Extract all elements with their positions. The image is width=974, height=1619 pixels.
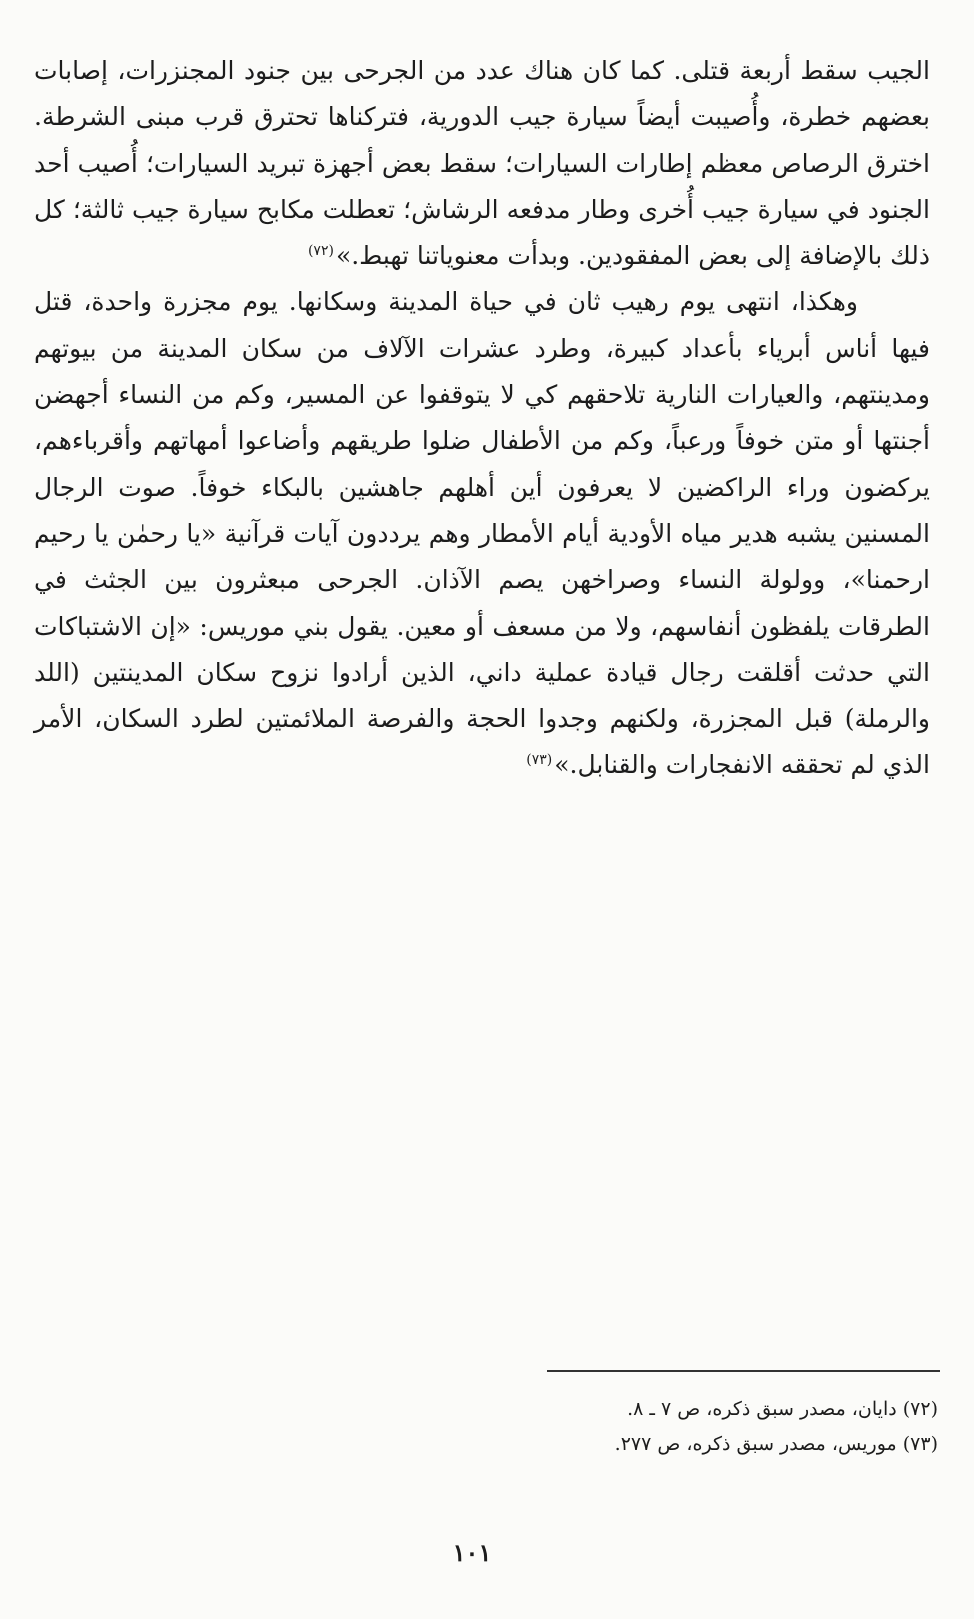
page-number: ١٠١	[452, 1538, 492, 1567]
paragraph-2-text: وهكذا، انتهى يوم رهيب ثان في حياة المدينة وسكانها. يوم مجزرة واحدة، قتل فيها أناس أبرياء بأعداد كبيرة، وطرد عشرات الآلاف من سكان المدينة من بيوتهم ومدينتهم، والعيارات النارية تلاحقهم كي لا يتوقفوا عن المسير، وكم من النساء أجهضن أجنتها أو متن خوفاً ورعباً، وكم من الأطفال ضلوا طريقهم وأضاعوا أمهاتهم وأقرباءهم، يركضون وراء الراكضين لا يعرفون أين أهلهم جاهشين بالبكاء خوفاً. صوت الرجال المسنين يشبه هدير مياه الأودية أيام الأمطار وهم يرددون آيات قرآنية «يا رحمٰن يا رحيم ارحمنا»، وولولة النساء وصراخهن يصم الآذان. الجرحى مبعثرون بين الجثث في الطرقات يلفظون أنفاسهم، ولا من مسعف أو معين. يقول بني موريس: «إن الاشتباكات التي حدثت أقلقت رجال قيادة عملية داني، الذين أرادوا نزوح سكان المدينتين (اللد والرملة) قبل المجزرة، ولكنهم وجدوا الحجة والفرصة الملائمتين لطرد السكان، الأمر الذي لم تحققه الانفجارات والقنابل.»	[34, 287, 930, 780]
footnotes	[418, 1392, 938, 1462]
footnote-divider	[547, 1370, 940, 1372]
footnote-ref-73: (٧٣)	[526, 752, 553, 769]
paragraph-2	[34, 279, 930, 788]
body-text	[34, 48, 930, 789]
paragraph-1-text: الجيب سقط أربعة قتلى. كما كان هناك عدد من الجرحى بين جنود المجنزرات، إصابات بعضهم خطرة، وأُصيبت أيضاً سيارة جيب الدورية، فتركناها تحترق قرب مبنى الشرطة. اخترق الرصاص معظم إطارات السيارات؛ سقط بعض أجهزة تبريد السيارات؛ أُصيب أحد الجنود في سيارة جيب أُخرى وطار مدفعه الرشاش؛ تعطلت مكابح سيارة جيب ثالثة؛ كل ذلك بالإضافة إلى بعض المفقودين. وبدأت معنوياتنا تهبط.»	[34, 56, 930, 271]
footnote-ref-72: (٧٢)	[307, 242, 334, 259]
footnote-72: (٧٢) دايان، مصدر سبق ذكره، ص ٧ ـ ٨.	[627, 1398, 938, 1420]
paragraph-1	[34, 48, 930, 279]
footnote-73: (٧٣) موريس، مصدر سبق ذكره، ص ٢٧٧.	[614, 1433, 938, 1455]
